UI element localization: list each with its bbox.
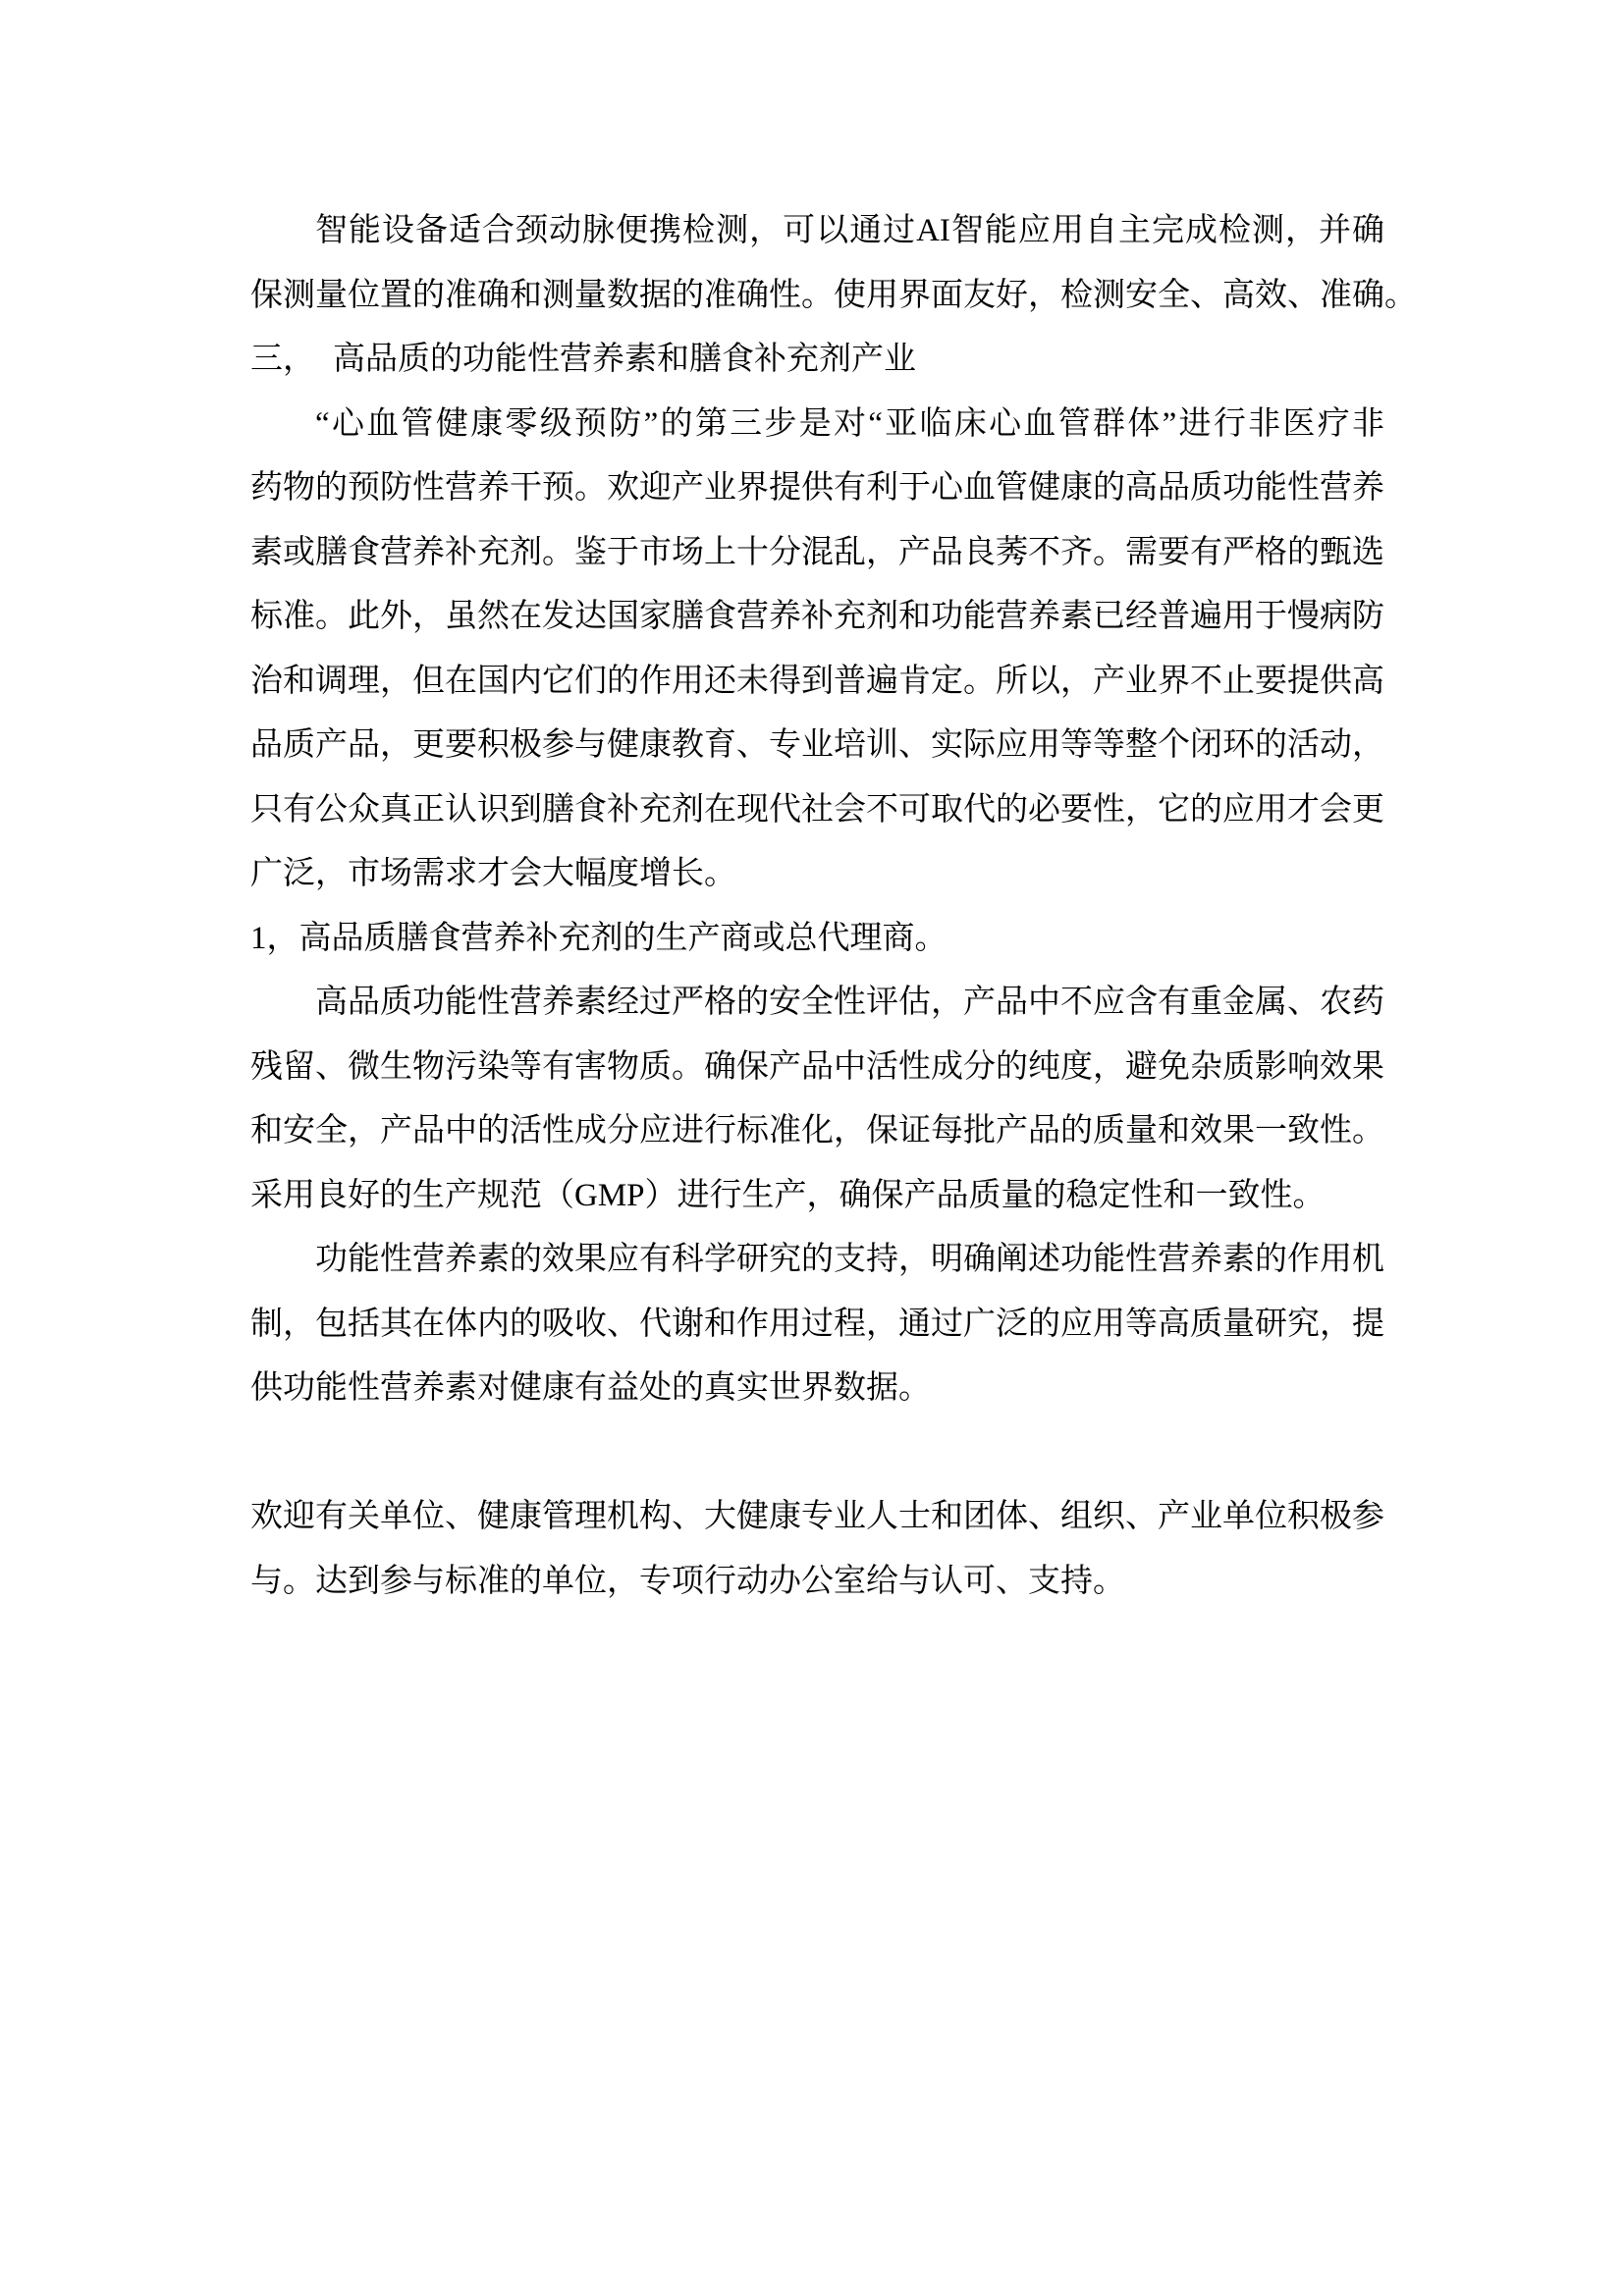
paragraph-line: 高品质功能性营养素经过严格的安全性评估，产品中不应含有重金属、农药 bbox=[315, 985, 1384, 1020]
section-intro-paragraph bbox=[250, 393, 1384, 907]
blank-line bbox=[250, 1421, 1384, 1486]
paragraph-line: 标准。此外，虽然在发达国家膳食营养补充剂和功能营养素已经普遍用于慢病防 bbox=[250, 599, 1384, 634]
paragraph-line: 残留、微生物污染等有害物质。确保产品中活性成分的纯度，避免杂质影响效果 bbox=[250, 1048, 1384, 1085]
section-title: 高品质的功能性营养素和膳食补充剂产业 bbox=[333, 342, 916, 377]
paragraph-line: 采用良好的生产规范（GMP）进行生产，确保产品质量的稳定性和一致性。 bbox=[250, 1177, 1326, 1213]
paragraph-line: 与。达到参与标准的单位，专项行动办公室给与认可、支持。 bbox=[250, 1563, 1125, 1599]
item-heading: 1，高品质膳食营养补充剂的生产商或总代理商。 bbox=[250, 920, 947, 956]
paragraph-line: 品质产品，更要积极参与健康教育、专业培训、实际应用等等整个闭环的活动， bbox=[250, 727, 1384, 763]
closing-invitation-paragraph bbox=[250, 1485, 1384, 1614]
paragraph-line: 素或膳食营养补充剂。鉴于市场上十分混乱，产品良莠不齐。需要有严格的甄选 bbox=[250, 534, 1384, 570]
paragraph-line: 治和调理，但在国内它们的作用还未得到普遍肯定。所以，产业界不止要提供高 bbox=[250, 663, 1384, 699]
paragraph-line: 广泛，市场需求才会大幅度增长。 bbox=[250, 856, 736, 891]
document-body bbox=[250, 199, 1417, 1614]
paragraph-line: 和安全，产品中的活性成分应进行标准化，保证每批产品的质量和效果一致性。 bbox=[250, 1113, 1384, 1148]
paragraph-line: “心血管健康零级预防”的第三步是对“亚临床心血管群体”进行非医疗非 bbox=[315, 405, 1384, 442]
paragraph-line: 智能设备适合颈动脉便携检测，可以通过AI智能应用自主完成检测，并确 bbox=[315, 213, 1384, 248]
paragraph-line: 供功能性营养素对健康有益处的真实世界数据。 bbox=[250, 1370, 931, 1406]
section-heading bbox=[250, 328, 1384, 393]
quality-requirements-paragraph bbox=[250, 971, 1384, 1228]
paragraph-line: 只有公众真正认识到膳食补充剂在现代社会不可取代的必要性，它的应用才会更 bbox=[250, 791, 1384, 828]
research-evidence-paragraph bbox=[250, 1228, 1384, 1421]
paragraph-line: 功能性营养素的效果应有科学研究的支持，明确阐述功能性营养素的作用机 bbox=[315, 1242, 1384, 1277]
paragraph-line: 欢迎有关单位、健康管理机构、大健康专业人士和团体、组织、产业单位积极参 bbox=[250, 1499, 1384, 1534]
paragraph-line: 制，包括其在体内的吸收、代谢和作用过程，通过广泛的应用等高质量研究，提 bbox=[250, 1306, 1384, 1342]
section-number: 三， bbox=[250, 342, 315, 377]
intro-paragraph bbox=[250, 199, 1417, 328]
paragraph-line: 保测量位置的准确和测量数据的准确性。使用界面友好，检测安全、高效、准确。 bbox=[250, 277, 1417, 313]
paragraph-line: 药物的预防性营养干预。欢迎产业界提供有利于心血管健康的高品质功能性营养 bbox=[250, 470, 1384, 506]
